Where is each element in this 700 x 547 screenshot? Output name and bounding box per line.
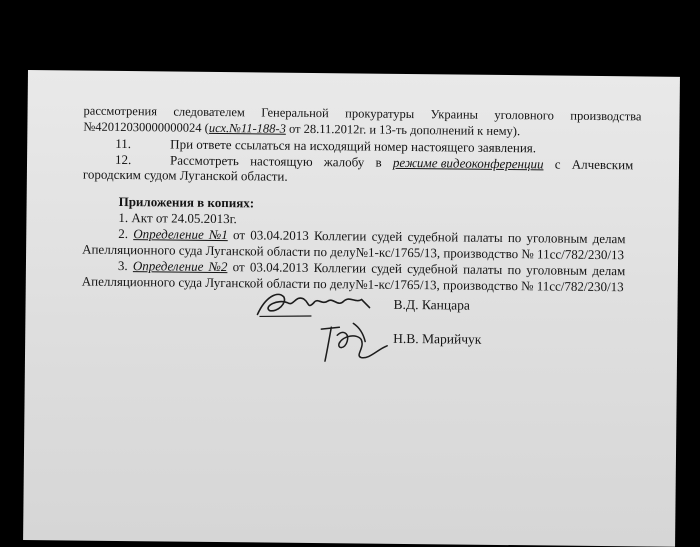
word: Генеральной: [261, 105, 329, 121]
item-number: 3.: [117, 257, 128, 274]
signatory-name-2: Н.В. Марийчук: [393, 330, 482, 347]
word: прокуратуры: [345, 106, 415, 122]
item-number: 11.: [115, 135, 132, 152]
word: следователем: [173, 104, 245, 120]
document-page: [23, 70, 680, 547]
signature-1-image: [251, 284, 381, 321]
ruling-link: Определение №1: [133, 226, 228, 243]
ruling-link: Определение №2: [132, 258, 228, 275]
word: уголовного: [494, 107, 554, 123]
text-line-2: №42012030000000024 (исх.№11-188-3 от 28.11.2012г. и 13-ть дополнений к нему).: [83, 119, 521, 139]
item-text: При ответе ссылаться на исходящий номер настоящего заявления.: [170, 136, 537, 156]
attachment-2-continuation: Апелляционного суда Луганской области по делу№1-кс/1765/13, производство № 11сс/782/230/13: [82, 241, 625, 263]
attachment-2: 2. Определение №1 от 03.04.2013 Коллегии судей судебной палаты по уголовным делам: [118, 225, 626, 247]
item-number: 2.: [118, 225, 129, 242]
item-12: 12. Рассмотреть настоящую жалобу в режиме видеоконференции с Алчевским: [114, 151, 634, 173]
word: производства: [570, 108, 642, 124]
item-12-continuation: городским судом Луганской области.: [82, 166, 288, 184]
item-number: 12.: [114, 151, 132, 168]
attachment-3-continuation: Апелляционного суда Луганской области по делу№1-кс/1765/13, производство № 11сс/782/230/13: [81, 273, 624, 295]
videoconference-mode: режиме видеоконференции: [392, 154, 544, 172]
signature-2-image: [317, 319, 397, 366]
signatory-name-1: В.Д. Канцара: [393, 296, 470, 313]
attachment-3: 3. Определение №2 от 03.04.2013 Коллегии судей судебной палаты по уголовным делам: [117, 257, 626, 279]
attachment-1: 1. Акт от 24.05.2013г.: [118, 209, 237, 227]
attachments-heading: Приложения в копиях:: [118, 193, 255, 211]
word: рассмотрения: [83, 103, 158, 119]
word: Украины: [430, 107, 479, 122]
outgoing-ref: исх.№11-188-3: [208, 120, 286, 136]
